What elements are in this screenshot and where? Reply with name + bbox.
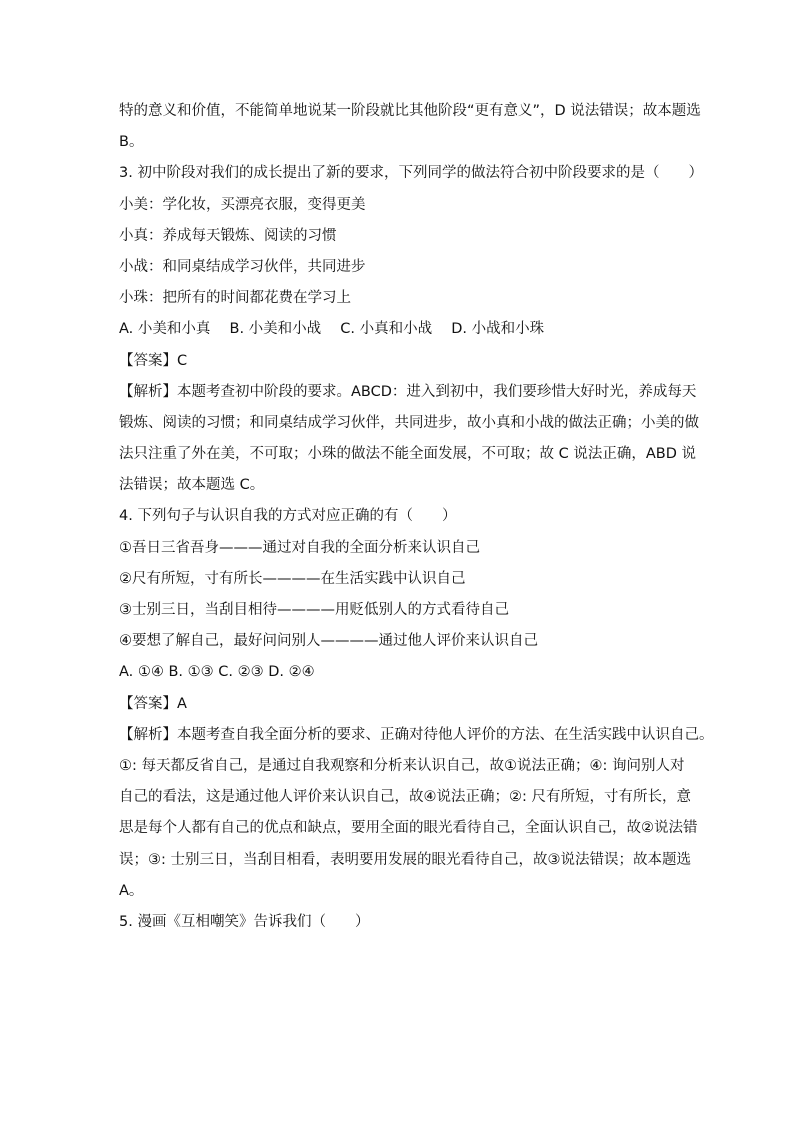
analysis-text: 误；③: 士别三日，当刮目相看，表明要用发展的眼光看待自己，故③说法错误；故本题选 [119, 851, 691, 868]
question-3-stem: 3. 初中阶段对我们的成长提出了新的要求，下列同学的做法符合初中阶段要求的是（ ） [119, 165, 703, 182]
analysis-text: 思是每个人都有自己的优点和缺点，要用全面的眼光看待自己，全面认识自己，故②说法错 [119, 820, 698, 837]
text-line: ②尺有所短，寸有所长————在生活实践中认识自己 [119, 570, 466, 587]
question-5-stem: 5. 漫画《互相嘲笑》告诉我们（ ） [119, 913, 370, 930]
text-line: 小真：养成每天锻炼、阅读的习惯 [119, 227, 337, 244]
answer-label: 【答案】A [119, 695, 187, 712]
analysis-text: 【解析】本题考查初中阶段的要求。ABCD：进入到初中，我们要珍惜大好时光，养成每天 [119, 383, 697, 400]
question-4-stem: 4. 下列句子与认识自我的方式对应正确的有（ ） [119, 508, 457, 525]
text-line: B。 [119, 134, 144, 151]
answer-label: 【答案】C [119, 352, 188, 369]
text-line: 小美：学化妆，买漂亮衣服，变得更美 [119, 196, 366, 213]
analysis-text: A。 [119, 882, 144, 899]
document-page [119, 96, 714, 938]
text-line: 小战：和同桌结成学习伙伴，共同进步 [119, 258, 366, 275]
text-line: 特的意义和价值，不能简单地说某一阶段就比其他阶段“更有意义”，D 说法错误；故本题选 [119, 103, 701, 119]
text-line: ①吾日三省吾身———通过对自我的全面分析来认识自己 [119, 539, 480, 556]
text-line: 小珠：把所有的时间都花费在学习上 [119, 290, 351, 307]
analysis-text: 【解析】本题考查自我全面分析的要求、正确对待他人评价的方法、在生活实践中认识自己。 [119, 726, 714, 743]
question-4-options: A. ①④ B. ①③ C. ②③ D. ②④ [119, 664, 315, 681]
analysis-text: 自己的看法，这是通过他人评价来认识自己，故④说法正确；②: 尺有所短，寸有所长，意 [119, 789, 691, 806]
text-line: ④要想了解自己，最好问问别人————通过他人评价来认识自己 [119, 633, 538, 650]
analysis-text: 法错误；故本题选 C。 [119, 477, 265, 494]
analysis-text: 法只注重了外在美，不可取；小珠的做法不能全面发展，不可取；故 C 说法正确，ABD 说 [119, 446, 696, 463]
text-line: ③士别三日，当刮目相待————用贬低别人的方式看待自己 [119, 602, 509, 618]
analysis-text: 锻炼、阅读的习惯；和同桌结成学习伙伴，共同进步，故小真和小战的做法正确；小美的做 [119, 414, 699, 431]
analysis-text: ①: 每天都反省自己，是通过自我观察和分析来认识自己，故①说法正确；④: 询问别人对 [119, 757, 685, 774]
question-3-options: A. 小美和小真 B. 小美和小战 C. 小真和小战 D. 小战和小珠 [119, 321, 545, 338]
